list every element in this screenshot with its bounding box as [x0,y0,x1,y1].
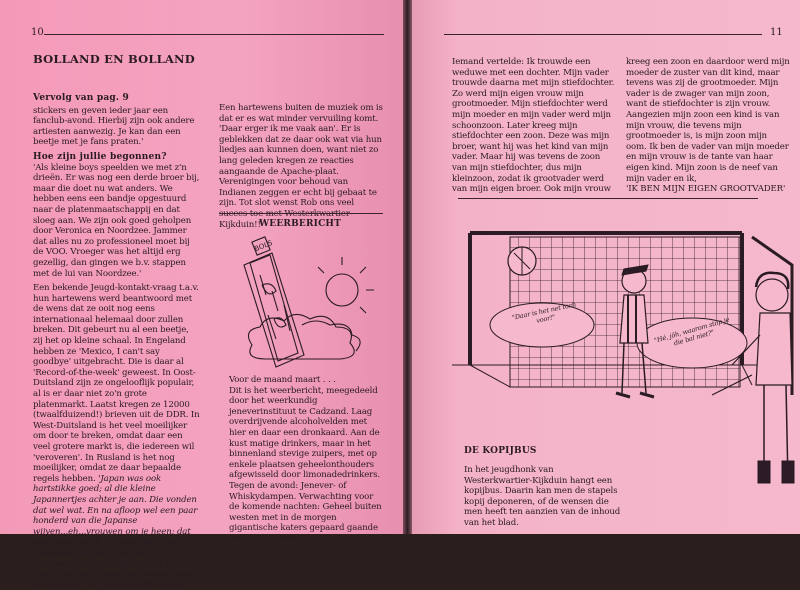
wish-paragraph: Een hartewens buiten de muziek om is dat er es wat minder vervuiling komt. 'Daar erger ik me vaak aan'. Er is geblekken dat ze daar ook wat via hun liedjes aan kunnen doen, want niet zo lang geleden kregen ze reacties aangaande de Apache-plaat. Verenigingen voor behoud van Indianen zeggen er echt bij gebaat te zijn. Tot slot wenst Rob ons veel succes toe met Westerkwartier-Kijkduin!! [219,103,383,230]
left-column [33,93,200,590]
header-rule [444,34,762,35]
page-number: 10 [31,27,44,38]
quote-text: 'Japan was ook hartstikke goed; al die kleine Japannertjes achter je aan. Die vonden dat wel wat. En na afloop wel een paar honderd van die Japanse wijven...eh...vrouwen om je heen; dat was ongelooflijk'. [33,473,198,548]
story-punchline: 'IK BEN MIJN EIGEN GROOTVADER' [626,184,786,195]
weather-subtitle: Voor de maand maart . . . [229,375,336,385]
paragraph-text: Een bekende Jeugd-kontakt-vraag t.a.v. hun hartewens werd beantwoord met de wens dat ze ooit nog eens internationaal helemaal door zullen breken. Dit gebeurt nu al een beetje, zij het op kleine schaal. In Engeland hebben ze 'Mexico, I can't say goodbye' uitgebracht. Die is daar al 'Record-of-the-week' geweest. In Oost-Duitsland zijn ze ongelooflijk populair, al is er daar niet zo'n grote platenmarkt. Laatst kregen ze 12000 (twaalfduizend!) brieven uit de DDR. In West-Duitsland is het veel moeilijker om door te breken, omdat daar een veel grotere markt is, die iedereen wil 'veroveren'. In Rusland is het nog moeilijker, omdat ze daar bepaalde regels hebben. [33,283,200,484]
story-text: kreeg een zoon en daardoor werd mijn moeder de zuster van dit kind, maar tevens was zij de grootmoeder. Mijn vader is de zwager van mijn zoon, want de stiefdochter is zijn vrouw. Aangezien mijn zoon een kind is van mijn vrouw, die tevens mijn grootmoeder is, is mijn zoon mijn oom. Ik ben de vader van mijn moeder en mijn vrouw is de tante van haar eigen kind. Mijn zoon is de neef van mijn vader en ik, [626,57,790,184]
header-rule [44,34,384,35]
question-heading: Hoe zijn jullie begonnen? [33,151,167,162]
weather-column [229,375,385,549]
answer-paragraph: 'Als kleine boys speelden we met z'n drieën. Er was nog een derde broer bij, maar die doet nu wat anders. We hebben eens een bandje opgestuurd naar de platenmaatschappij en dat sloeg aan. We zijn ook goed geholpen door Veronica en Noordzee. Jammer dat alles nu zo professioneel moet bij de VOO. Vroeger was het altijd erg gezellig, dan gingen we b.v. stappen met de lui van Noordzee.' [33,162,200,279]
article-title: BOLLAND EN BOLLAND [33,52,195,66]
story-column-2 [626,57,790,195]
bottle-illustration [232,235,382,375]
weather-title: WEERBERICHT [259,219,342,229]
right-page [412,0,800,534]
continued-label: Vervolg van pag. 9 [33,93,129,103]
story-column-1: Iemand vertelde: Ik trouwde een weduwe met een dochter. Mijn vader trouwde daarna met mijn stiefdochter. Zo werd mijn eigen vrouw mijn grootmoeder. Mijn stiefdochter werd mijn moeder en mijn vader werd mijn schoonzoon. Later kreeg mijn stiefdochter een zoon. Deze was mijn broer, want hij was het kind van mijn vader. Maar hij was tevens de zoon van mijn stiefdochter, dus mijn kleinzoon, zodat ik grootvader werd van mijn eigen broer. Ook mijn vrouw [452,57,615,195]
speech-bubble-2: "Hé, jôh, waarom stop je die bal niet?" [653,315,731,347]
sun-icon [326,274,358,306]
kopijbus-title: DE KOPIJBUS [464,446,537,456]
section-rule [219,213,383,214]
weather-body: Dit is het weerbericht, meegedeeld door het weerkundig jeneverinstituut te Cadzand. Laag overdrijvende alcoholvelden met hier en daar een dronkaard. Aan de kust matige drinkers, maar in het binnenland stevige zuipers, met op enkele plaatsen geheelonthouders afgewisseld door limonadedrinkers. Tegen de avond: Jenever- of Whiskydampen. Verwachting voor de komende nachten: Geheel buiten westen met in de morgen gigantische katers gepaard gaande met enige opklaringen. [229,385,382,544]
section-rule [458,198,758,199]
intro-paragraph: stickers en geven ieder jaar een fanclub-avond. Hierbij zijn ook andere artiesten aanwezig. Je kan dan een beetje met je fans praten.' [33,105,195,148]
speech-bubble-1: "Daar is het net toch voor!" [511,300,577,325]
right-column [219,103,383,234]
page-number: 11 [770,27,783,38]
binding-gutter [403,0,412,534]
bottle-label: BOLS [253,238,274,254]
kopijbus-body: In het jeugdhonk van Westerkwartier-Kijkduin hangt een kopijbus. Daarin kan men de stapels kopij deponeren, of de wensen die men heeft ten aanzien van de inhoud van het blad. [464,465,621,528]
paragraph-text-end: In Amerika is er helemaal niet aan te komen. Ze zijn er geweest om een beetje rond te kijken, maar voordat je daar doorbreekt moet je wel eerst zo'n te-gekke-hit maken. [33,537,196,590]
